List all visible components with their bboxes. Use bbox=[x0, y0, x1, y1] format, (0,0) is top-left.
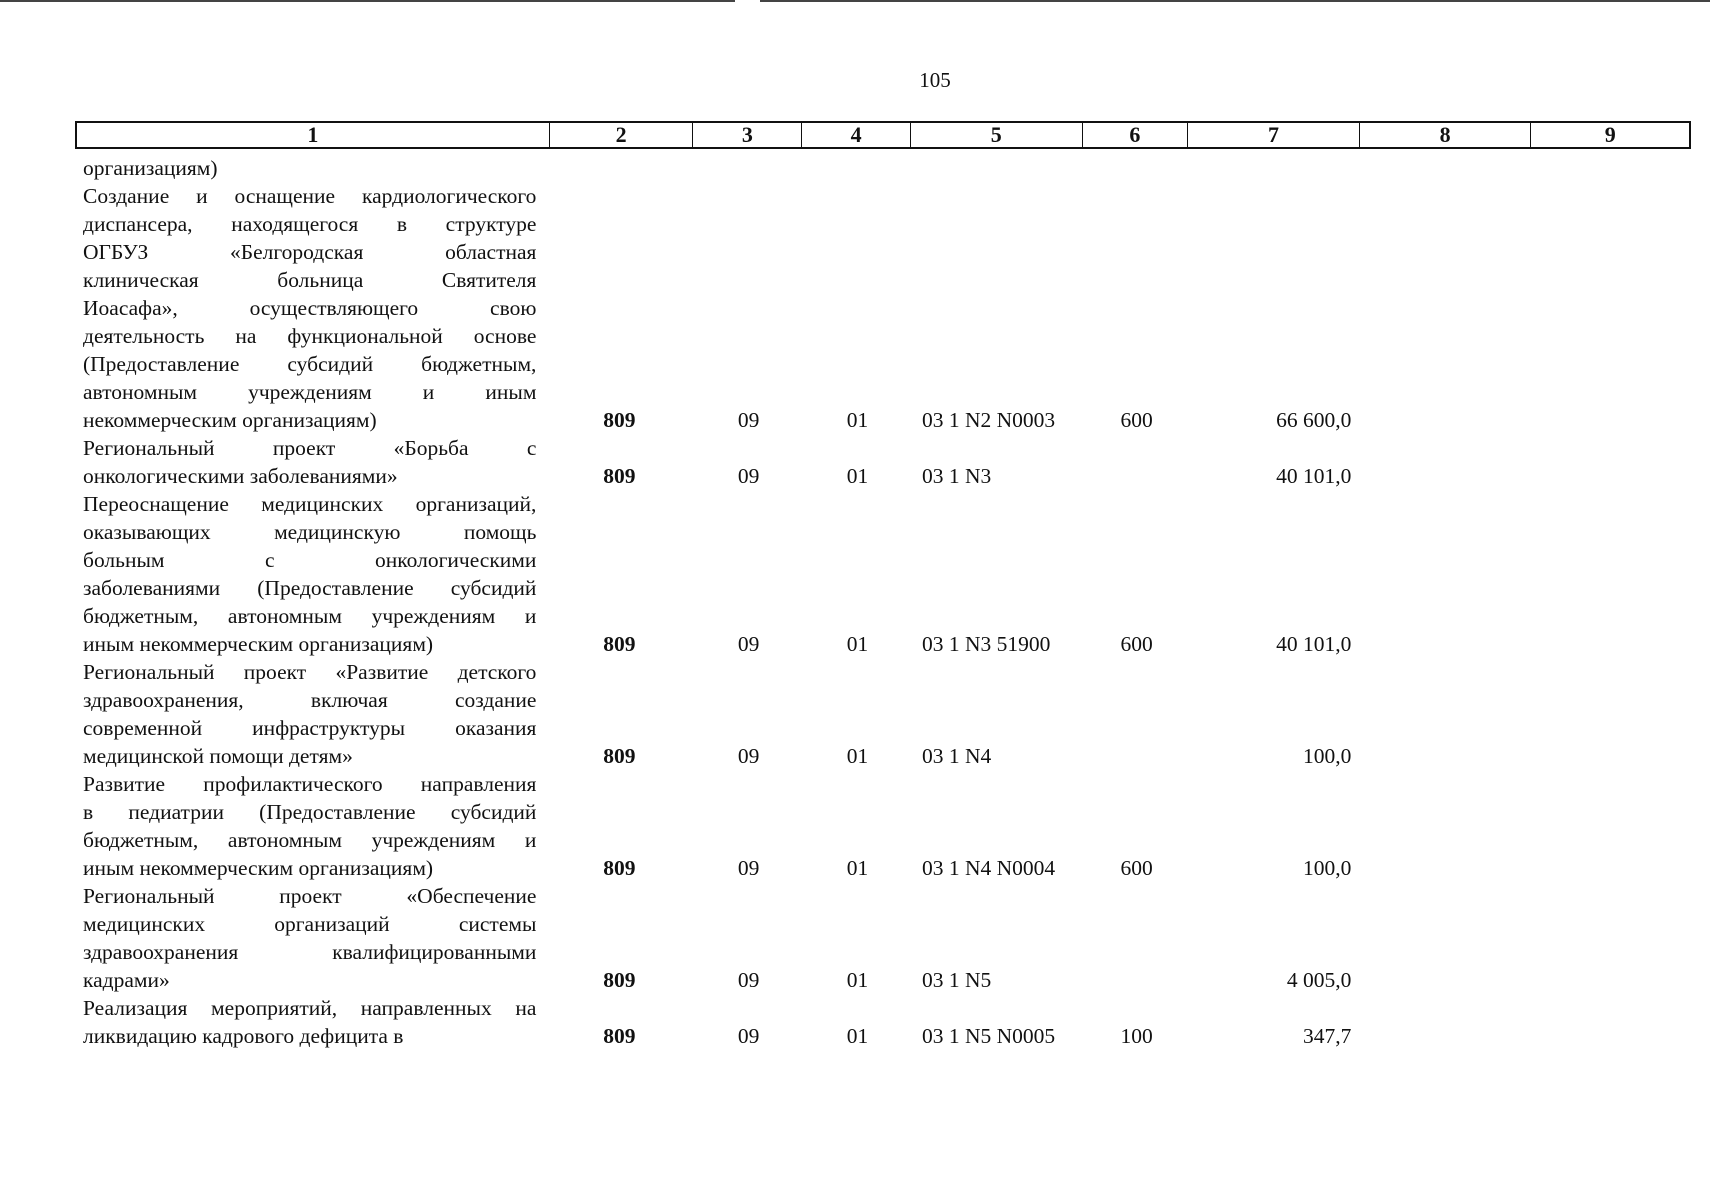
description-line: больным с онкологическими bbox=[83, 548, 537, 572]
description-line: Создание и оснащение кардиологического bbox=[83, 184, 537, 208]
table-row bbox=[83, 882, 1691, 994]
description-line: ОГБУЗ «Белгородская областная bbox=[83, 240, 537, 264]
description-line: Региональный проект «Обеспечение bbox=[83, 884, 537, 908]
description-line: иным некоммерческим организациям) bbox=[83, 632, 434, 656]
section-code: 09 bbox=[737, 968, 760, 992]
section-code: 09 bbox=[737, 632, 760, 656]
header-col-4: 4 bbox=[802, 123, 911, 147]
description-line: оказывающих медицинскую помощь bbox=[83, 520, 537, 544]
description-line: заболеваниями (Предоставление субсидий bbox=[83, 576, 537, 600]
description-line: кадрами» bbox=[83, 968, 170, 992]
description-line: клиническая больница Святителя bbox=[83, 268, 537, 292]
page-number: 105 bbox=[919, 68, 951, 92]
section-code: 09 bbox=[737, 856, 760, 880]
table-row bbox=[83, 182, 1691, 434]
description-line: Иоасафа», осуществляющего свою bbox=[83, 296, 537, 320]
row-description bbox=[83, 490, 536, 658]
table-row bbox=[83, 770, 1691, 882]
description-line: бюджетным, автономным учреждениям и bbox=[83, 828, 537, 852]
row-description bbox=[83, 182, 536, 434]
header-col-3: 3 bbox=[693, 123, 802, 147]
header-col-1: 1 bbox=[77, 123, 550, 147]
row-description bbox=[83, 434, 536, 490]
description-line: современной инфраструктуры оказания bbox=[83, 716, 537, 740]
table-row bbox=[83, 490, 1691, 658]
row-description bbox=[83, 154, 536, 182]
subsection-code: 01 bbox=[846, 968, 869, 992]
ministry-code: 809 bbox=[603, 968, 636, 992]
expense-type-code: 100 bbox=[1120, 1024, 1153, 1048]
table-row bbox=[83, 994, 1691, 1050]
ministry-code: 809 bbox=[603, 408, 636, 432]
amount-value: 100,0 bbox=[1303, 744, 1352, 768]
section-code: 09 bbox=[737, 1024, 760, 1048]
ministry-code: 809 bbox=[603, 744, 636, 768]
expense-type-code: 600 bbox=[1120, 856, 1153, 880]
section-code: 09 bbox=[737, 744, 760, 768]
subsection-code: 01 bbox=[846, 464, 869, 488]
amount-value: 40 101,0 bbox=[1276, 632, 1352, 656]
header-col-7: 7 bbox=[1188, 123, 1360, 147]
table-header bbox=[75, 121, 1691, 149]
target-article-code: 03 1 N3 51900 bbox=[921, 632, 1051, 656]
ministry-code: 809 bbox=[603, 856, 636, 880]
amount-value: 66 600,0 bbox=[1276, 408, 1352, 432]
row-description bbox=[83, 770, 536, 882]
header-col-5: 5 bbox=[911, 123, 1083, 147]
description-line: ликвидацию кадрового дефицита в bbox=[83, 1024, 404, 1048]
target-article-code: 03 1 N5 N0005 bbox=[921, 1024, 1056, 1048]
description-line: медицинской помощи детям» bbox=[83, 744, 353, 768]
row-description bbox=[83, 658, 536, 770]
target-article-code: 03 1 N3 bbox=[921, 464, 992, 488]
header-col-6: 6 bbox=[1083, 123, 1189, 147]
table-body bbox=[83, 154, 1691, 1050]
table-row bbox=[83, 434, 1691, 490]
subsection-code: 01 bbox=[846, 856, 869, 880]
description-line: здравоохранения, включая создание bbox=[83, 688, 537, 712]
expense-type-code: 600 bbox=[1120, 632, 1153, 656]
description-line: Региональный проект «Борьба с bbox=[83, 436, 537, 460]
description-line: организациям) bbox=[83, 156, 218, 180]
description-line: деятельность на функциональной основе bbox=[83, 324, 537, 348]
description-line: диспансера, находящегося в структуре bbox=[83, 212, 537, 236]
target-article-code: 03 1 N4 bbox=[921, 744, 992, 768]
target-article-code: 03 1 N5 bbox=[921, 968, 992, 992]
amount-value: 40 101,0 bbox=[1276, 464, 1352, 488]
top-border-line bbox=[760, 0, 1710, 2]
header-col-9: 9 bbox=[1604, 122, 1616, 147]
header-col-8: 8 bbox=[1360, 123, 1532, 147]
description-line: медицинских организаций системы bbox=[83, 912, 537, 936]
description-line: в педиатрии (Предоставление субсидий bbox=[83, 800, 537, 824]
description-line: автономным учреждениям и иным bbox=[83, 380, 537, 404]
subsection-code: 01 bbox=[846, 744, 869, 768]
description-line: бюджетным, автономным учреждениям и bbox=[83, 604, 537, 628]
expense-type-code: 600 bbox=[1120, 408, 1153, 432]
table-row bbox=[83, 658, 1691, 770]
description-line: онкологическими заболеваниями» bbox=[83, 464, 398, 488]
target-article-code: 03 1 N2 N0003 bbox=[921, 408, 1056, 432]
description-line: Переоснащение медицинских организаций, bbox=[83, 492, 537, 516]
subsection-code: 01 bbox=[846, 1024, 869, 1048]
section-code: 09 bbox=[737, 464, 760, 488]
description-line: Развитие профилактического направления bbox=[83, 772, 537, 796]
header-col-2: 2 bbox=[550, 123, 694, 147]
ministry-code: 809 bbox=[603, 464, 636, 488]
row-description bbox=[83, 994, 536, 1050]
top-border-line bbox=[0, 0, 735, 2]
amount-value: 347,7 bbox=[1303, 1024, 1352, 1048]
ministry-code: 809 bbox=[603, 1024, 636, 1048]
section-code: 09 bbox=[737, 408, 760, 432]
amount-value: 4 005,0 bbox=[1286, 968, 1352, 992]
description-line: (Предоставление субсидий бюджетным, bbox=[83, 352, 537, 376]
row-description bbox=[83, 882, 536, 994]
description-line: здравоохранения квалифицированными bbox=[83, 940, 537, 964]
description-line: иным некоммерческим организациям) bbox=[83, 856, 434, 880]
target-article-code: 03 1 N4 N0004 bbox=[921, 856, 1056, 880]
description-line: некоммерческим организациям) bbox=[83, 408, 377, 432]
amount-value: 100,0 bbox=[1303, 856, 1352, 880]
subsection-code: 01 bbox=[846, 408, 869, 432]
description-line: Региональный проект «Развитие детского bbox=[83, 660, 537, 684]
table-row bbox=[83, 154, 1691, 182]
ministry-code: 809 bbox=[603, 632, 636, 656]
subsection-code: 01 bbox=[846, 632, 869, 656]
description-line: Реализация мероприятий, направленных на bbox=[83, 996, 537, 1020]
